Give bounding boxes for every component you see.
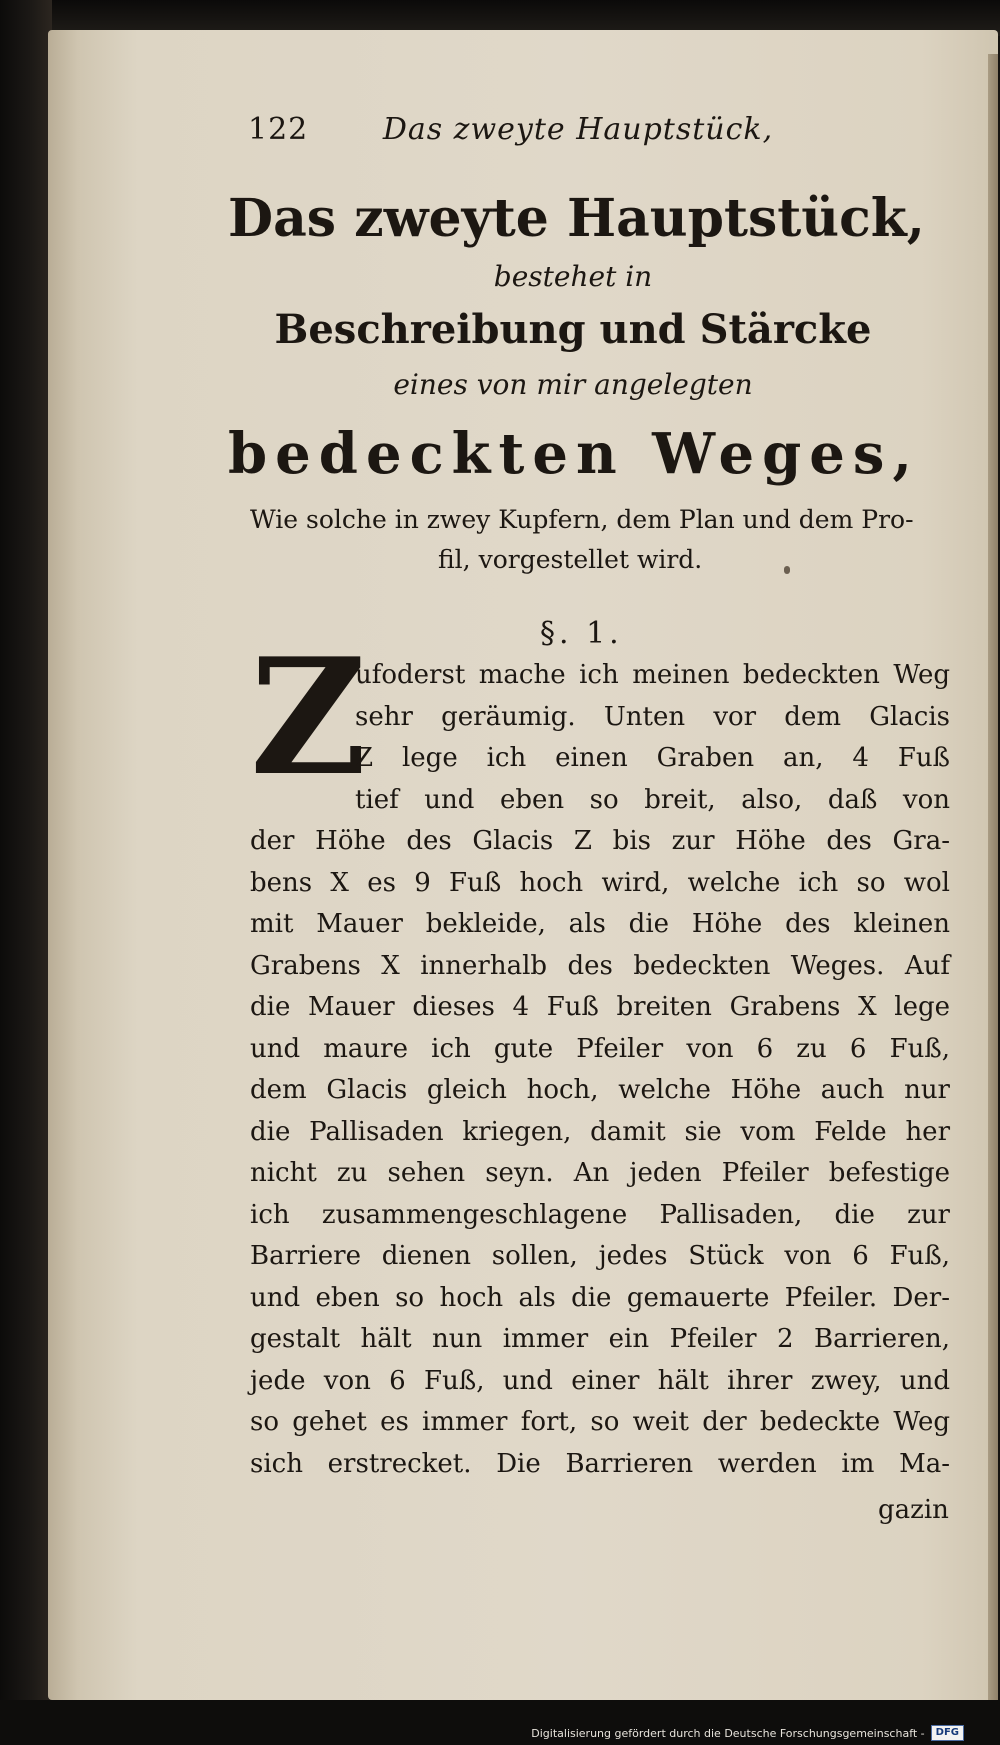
title-line-2: bestehet in xyxy=(493,260,653,293)
body-paragraph xyxy=(250,655,950,1485)
body-line: die Mauer dieses 4 Fuß breiten Grabens X lege xyxy=(250,992,950,1022)
dfg-logo: DFG xyxy=(931,1725,964,1741)
body-line: und maure ich gute Pfeiler von 6 zu 6 Fuß, xyxy=(250,1033,950,1064)
body-line: Z lege ich einen Graben an, 4 Fuß xyxy=(355,743,950,773)
subtitle-line-1: Wie solche in zwey Kupfern, dem Plan und dem Pro- xyxy=(250,505,914,534)
chapter-title xyxy=(228,182,925,500)
running-head xyxy=(248,112,848,147)
body-line: Grabens X innerhalb des bedeckten Weges. Auf xyxy=(250,950,950,981)
drop-cap: Z xyxy=(250,623,367,811)
body-line: sehr geräumig. Unten vor dem Glacis xyxy=(355,701,950,732)
subtitle-line-2: fil, vorgestellet wird. xyxy=(438,545,703,574)
body-line: so gehet es immer fort, so weit der bedeckte Weg xyxy=(250,1407,950,1437)
body-line: nicht zu sehen seyn. An jeden Pfeiler befestige xyxy=(250,1158,950,1188)
body-line: sich erstrecket. Die Barrieren werden im Ma- xyxy=(250,1448,950,1479)
page-number: 122 xyxy=(248,112,309,147)
body-line: mit Mauer bekleide, als die Höhe des kleinen xyxy=(250,909,950,939)
body-line: bens X es 9 Fuß hoch wird, welche ich so wol xyxy=(250,867,950,898)
body-line: und eben so hoch als die gemauerte Pfeiler. Der- xyxy=(250,1282,950,1313)
body-line: tief und eben so breit, also, daß von xyxy=(355,784,950,815)
body-line: Barriere dienen sollen, jedes Stück von 6 Fuß, xyxy=(250,1241,950,1271)
credit-text: Digitalisierung gefördert durch die Deutsche Forschungsgemeinschaft - xyxy=(531,1726,925,1740)
body-line: ufoderst mache ich meinen bedeckten Weg xyxy=(355,660,950,690)
body-line: ich zusammengeschlagene Pallisaden, die zur xyxy=(250,1199,950,1230)
digitization-credit xyxy=(531,1725,964,1741)
body-line: die Pallisaden kriegen, damit sie vom Felde her xyxy=(250,1116,950,1147)
catchword: gazin xyxy=(878,1495,949,1525)
body-line: der Höhe des Glacis Z bis zur Höhe des Gra- xyxy=(250,826,950,856)
page-edge xyxy=(988,54,998,1744)
running-head-title: Das zweyte Hauptstück, xyxy=(382,112,774,147)
book-spine-shadow xyxy=(0,0,52,1745)
title-line-4: eines von mir angelegten xyxy=(393,368,753,401)
title-line-5: bedeckten Weges, xyxy=(228,421,920,487)
chapter-subtitle xyxy=(250,500,950,580)
body-line: jede von 6 Fuß, und einer hält ihrer zwey, und xyxy=(250,1365,950,1396)
body-line: gestalt hält nun immer ein Pfeiler 2 Barrieren, xyxy=(250,1324,950,1354)
ink-spot xyxy=(784,566,790,574)
title-line-3: Beschreibung und Stärcke xyxy=(274,306,872,353)
body-line: dem Glacis gleich hoch, welche Höhe auch nur xyxy=(250,1075,950,1105)
title-line-1: Das zweyte Hauptstück, xyxy=(228,188,925,249)
section-mark: §. 1. xyxy=(540,616,623,651)
